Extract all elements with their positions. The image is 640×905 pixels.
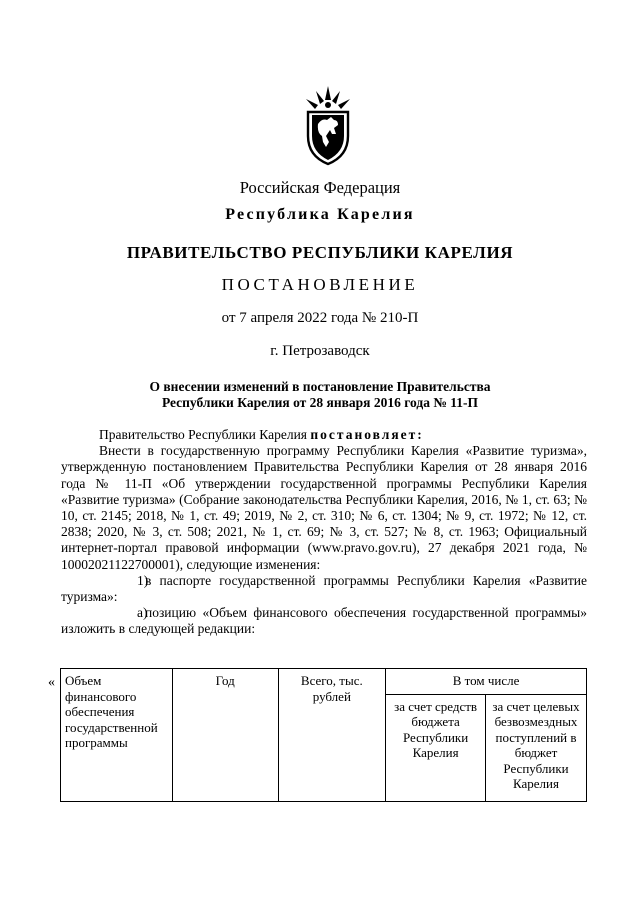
item-a [61, 605, 587, 637]
table-open-quote: « [48, 675, 55, 690]
karelia-coat-of-arms [296, 84, 360, 166]
item-a-letter: а) [137, 605, 148, 621]
item-1-number: 1) [137, 572, 149, 588]
item-1-text: в паспорте государственной программы Республики Карелия «Развитие туризма»: [61, 572, 587, 605]
table-row [61, 669, 587, 695]
country-name: Российская Федерация [239, 178, 401, 197]
header-regional-budget: за счет средств бюджета Республики Карелия [386, 694, 486, 801]
republic-name: Республика Карелия [225, 206, 415, 223]
header-year: Год [172, 669, 278, 802]
item-1 [61, 573, 587, 605]
header-financing-volume: Объем финансового обеспечения государственной программы [61, 669, 173, 802]
preamble-keyword: постановляет: [310, 427, 424, 442]
item-a-text: позицию «Объем финансового обеспечения государственной программы» изложить в следующей редакции: [61, 605, 587, 637]
document-title-line: Республики Карелия от 28 января 2016 года № 11-П [161, 395, 479, 410]
financing-table [60, 668, 587, 802]
document-type: ПОСТАНОВЛЕНИЕ [221, 275, 419, 294]
preamble [61, 427, 587, 443]
document-title [0, 379, 640, 411]
government-title: ПРАВИТЕЛЬСТВО РЕСПУБЛИКИ КАРЕЛИЯ [126, 243, 514, 262]
preamble-text: Правительство Республики Карелия [99, 427, 311, 442]
paragraph-1: Внести в государственную программу Республики Карелия «Развитие туризма», утвержденную постановлением Правительства Республики Карелия от 28 января 2016 года № 11-П «Об утверждении государственной программы Республики Карелия «Развитие туризма» (Собрание законодательства Республики Карелия, 2016, № 1, ст. 63; № 10, ст. 2145; 2018, № 1, ст. 49; 2019, № 2, ст. 310; № 6, ст. 1304; № 9, ст. 1972; № 12, ст. 2838; 2020, № 3, ст. 508; 2021, № 1, ст. 69; № 3, ст. 527; № 8, ст. 1963; Официальный интернет-портал правовой информации (www.pravo.gov.ru), 27 декабря 2021 года, № 10002021122700001), следующие изменения: [61, 443, 587, 572]
document-body [61, 427, 587, 638]
header-including: В том числе [386, 669, 587, 695]
header-total: Всего, тыс. рублей [278, 669, 386, 802]
header-target-transfers: за счет целевых безвозмездных поступлений в бюджет Республики Карелия [486, 694, 587, 801]
document-title-line: О внесении изменений в постановление Правительства [149, 379, 491, 394]
city: г. Петрозаводск [270, 343, 370, 359]
date-and-number: от 7 апреля 2022 года № 210-П [221, 310, 419, 326]
